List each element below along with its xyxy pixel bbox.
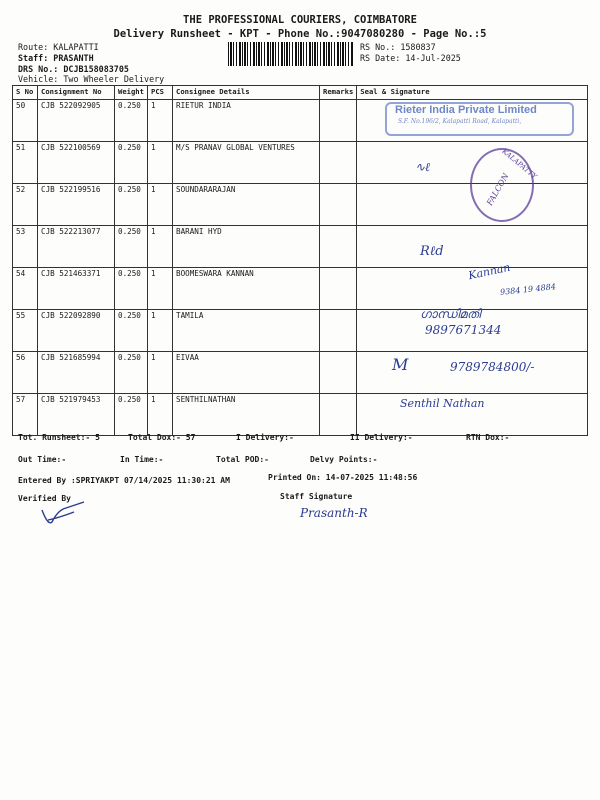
row-sno: 57 — [13, 394, 38, 436]
row-pcs: 1 — [148, 268, 173, 310]
row56-signature: M — [392, 355, 409, 374]
stamp-company-name: Rieter India Private Limited — [395, 104, 537, 116]
col-consignee: Consignee Details — [173, 86, 320, 100]
rs-number: RS No.: 1580837 — [360, 42, 436, 52]
ii-delivery: II Delivery:- — [350, 433, 413, 442]
row-pcs: 1 — [148, 310, 173, 352]
col-consignment: Consignment No — [38, 86, 115, 100]
row-seal — [357, 226, 588, 268]
row-remarks — [320, 352, 357, 394]
rtn-dox: RTN Dox:- — [466, 433, 510, 442]
row-pcs: 1 — [148, 184, 173, 226]
page-subtitle: Delivery Runsheet - KPT - Phone No.:9047080280 - Page No.:5 — [113, 28, 487, 40]
row-weight: 0.250 — [115, 184, 148, 226]
page-title: THE PROFESSIONAL COURIERS, COIMBATORE — [183, 14, 417, 26]
printed-on: Printed On: 14-07-2025 11:48:56 — [268, 473, 418, 482]
row-consignee: SOUNDARARAJAN — [173, 184, 320, 226]
row-remarks — [320, 394, 357, 436]
row-sno: 56 — [13, 352, 38, 394]
row-consignee: M/S PRANAV GLOBAL VENTURES — [173, 142, 320, 184]
row-consignee: TAMILA — [173, 310, 320, 352]
stamp-address: S.F. No.196/2, Kalapatti Road, Kalapatti, — [398, 118, 522, 125]
row-consignment: CJB 521685994 — [38, 352, 115, 394]
row-pcs: 1 — [148, 352, 173, 394]
row-weight: 0.250 — [115, 100, 148, 142]
row-remarks — [320, 226, 357, 268]
row-consignment: CJB 522100569 — [38, 142, 115, 184]
row-weight: 0.250 — [115, 226, 148, 268]
staff-signature: Prasanth-R — [300, 506, 368, 520]
total-dox: Total Dox:- 57 — [128, 433, 196, 442]
verified-by: Verified By — [18, 494, 71, 503]
row51-signature: ∿ℓ — [415, 160, 431, 174]
row-consignee: EIVAA — [173, 352, 320, 394]
row-consignment: CJB 522213077 — [38, 226, 115, 268]
vehicle: Vehicle: Two Wheeler Delivery — [18, 74, 165, 84]
row-weight: 0.250 — [115, 352, 148, 394]
row-consignee: BARANI HYD — [173, 226, 320, 268]
row53-signature: Rℓd — [420, 244, 444, 259]
row-pcs: 1 — [148, 226, 173, 268]
total-pod: Total POD:- — [216, 455, 269, 464]
row55-phone: 9897671344 — [425, 323, 502, 337]
row-consignee: RIETUR INDIA — [173, 100, 320, 142]
drs-number: DRS No.: DCJB158083705 — [18, 64, 129, 74]
row-remarks — [320, 310, 357, 352]
row-consignment: CJB 522199516 — [38, 184, 115, 226]
staff-signature-label: Staff Signature — [280, 492, 353, 501]
row-consignee: SENTHILNATHAN — [173, 394, 320, 436]
row-remarks — [320, 268, 357, 310]
row-consignee: BOOMESWARA KANNAN — [173, 268, 320, 310]
row55-name: ഗാന്ധിമതി — [420, 307, 481, 321]
col-weight: Weight — [115, 86, 148, 100]
row-weight: 0.250 — [115, 268, 148, 310]
row-consignment: CJB 522092905 — [38, 100, 115, 142]
staff: Staff: PRASANTH — [18, 53, 94, 63]
row56-phone: 9789784800/- — [450, 360, 535, 374]
row-consignment: CJB 522092890 — [38, 310, 115, 352]
rs-date: RS Date: 14-Jul-2025 — [360, 53, 461, 63]
row-pcs: 1 — [148, 394, 173, 436]
table-row — [13, 394, 588, 436]
row-sno: 50 — [13, 100, 38, 142]
in-time: In Time:- — [120, 455, 164, 464]
row-weight: 0.250 — [115, 310, 148, 352]
col-sno: S No — [13, 86, 38, 100]
row-pcs: 1 — [148, 100, 173, 142]
row-sno: 55 — [13, 310, 38, 352]
row-remarks — [320, 142, 357, 184]
row54-name: Kannan — [467, 260, 512, 283]
seal-falcon: FALCON — [485, 171, 511, 208]
row-pcs: 1 — [148, 142, 173, 184]
out-time: Out Time:- — [18, 455, 67, 464]
row-sno: 51 — [13, 142, 38, 184]
entered-by: Entered By :SPRIYAKPT 07/14/2025 11:30:21 AM — [18, 476, 230, 485]
i-delivery: I Delivery:- — [236, 433, 294, 442]
row-weight: 0.250 — [115, 394, 148, 436]
verified-signature-icon — [38, 500, 88, 528]
row-consignment: CJB 521979453 — [38, 394, 115, 436]
barcode — [228, 42, 353, 66]
tot-runsheet: Tot. Runsheet:- 5 — [18, 433, 100, 442]
seal-kalapatty: KALAPATTY — [500, 147, 539, 181]
row57-name: Senthil Nathan — [400, 397, 485, 410]
delvy-points: Delvy Points:- — [310, 455, 378, 464]
table-header-row — [13, 86, 588, 100]
runsheet-table — [12, 85, 588, 436]
row-remarks — [320, 184, 357, 226]
row-sno: 53 — [13, 226, 38, 268]
row-weight: 0.250 — [115, 142, 148, 184]
col-seal-signature: Seal & Signature — [357, 86, 588, 100]
col-pcs: PCS — [148, 86, 173, 100]
row54-phone: 9384 19 4884 — [499, 282, 557, 297]
row-consignment: CJB 521463371 — [38, 268, 115, 310]
row-sno: 54 — [13, 268, 38, 310]
col-remarks: Remarks — [320, 86, 357, 100]
row-sno: 52 — [13, 184, 38, 226]
row-remarks — [320, 100, 357, 142]
route: Route: KALAPATTI — [18, 42, 99, 52]
